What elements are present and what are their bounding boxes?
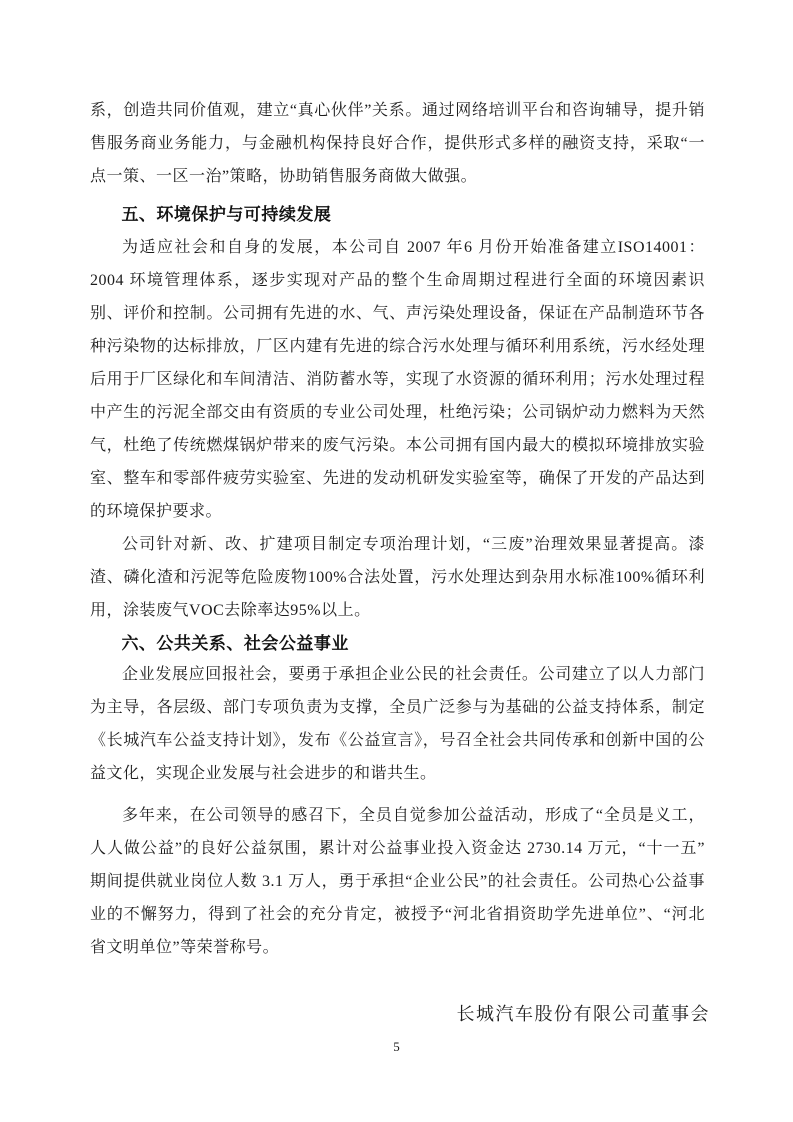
paragraph-public-welfare-system: 企业发展应回报社会，要勇于承担企业公民的社会责任。公司建立了以人力部门为主导，各层级、部门专项负责为支撑，全员广泛参与为基础的公益支持体系，制定《长城汽车公益支持计划》，发布《公益宣言》，号召全社会共同传承和创新中国的公益文化，实现企业发展与社会进步的和谐共生。 (90, 666, 705, 782)
paragraph-environment-management: 为适应社会和自身的发展，本公司自 2007 年6 月份开始准备建立ISO14001：2004 环境管理体系，逐步实现对产品的整个生命周期过程进行全面的环境因素识别、评价和控制。公司拥有先进的水、气、声污染处理设备，保证在产品制造环节各种污染物的达标排放，厂区内建有先进的综合污水处理与循环利用系统，污水经处理后用于厂区绿化和车间清洁、消防蓄水等，实现了水资源的循环利用；污水处理过程中产生的污泥全部交由有资质的专业公司处理，杜绝污染；公司锅炉动力燃料为天然气，杜绝了传统燃煤锅炉带来的废气污染。本公司拥有国内最大的模拟环境排放实验室、整车和零部件疲劳实验室、先进的发动机研发实验室等，确保了开发的产品达到的环境保护要求。 (90, 239, 705, 520)
paragraph-charity-achievements: 多年来，在公司领导的感召下，全员自觉参加公益活动，形成了“全员是义工，人人做公益”的良好公益氛围，累计对公益事业投入资金达 2730.14 万元，“十一五”期间提供就业岗位人数 3.1 万人，勇于承担“企业公民”的社会责任。公司热心公益事业的不懈努力，得到了社会的充分肯定，被授予“河北省捐资助学先进单位”、“河北省文明单位”等荣誉称号。 (90, 807, 705, 956)
page-number: 5 (393, 1039, 400, 1054)
paragraph-three-wastes-treatment: 公司针对新、改、扩建项目制定专项治理计划，“三废”治理效果显著提高。漆渣、磷化渣和污泥等危险废物100%合法处置，污水处理达到杂用水标准100%循环利用，涂装废气VOC去除率达95%以上。 (90, 536, 705, 619)
section-6-heading: 六、公共关系、社会公益事业 (121, 634, 349, 653)
paragraph-continuation-dealer-support: 系，创造共同价值观，建立“真心伙伴”关系。通过网络培训平台和咨询辅导，提升销售服务商业务能力，与金融机构保持良好合作，提供形式多样的融资支持，采取“一点一策、一区一治”策略，协助销售服务商做大做强。 (90, 102, 705, 185)
section-5-heading: 五、环境保护与可持续发展 (121, 205, 332, 224)
board-signature: 长城汽车股份有限公司董事会 (456, 1004, 710, 1024)
page-content (90, 94, 705, 964)
